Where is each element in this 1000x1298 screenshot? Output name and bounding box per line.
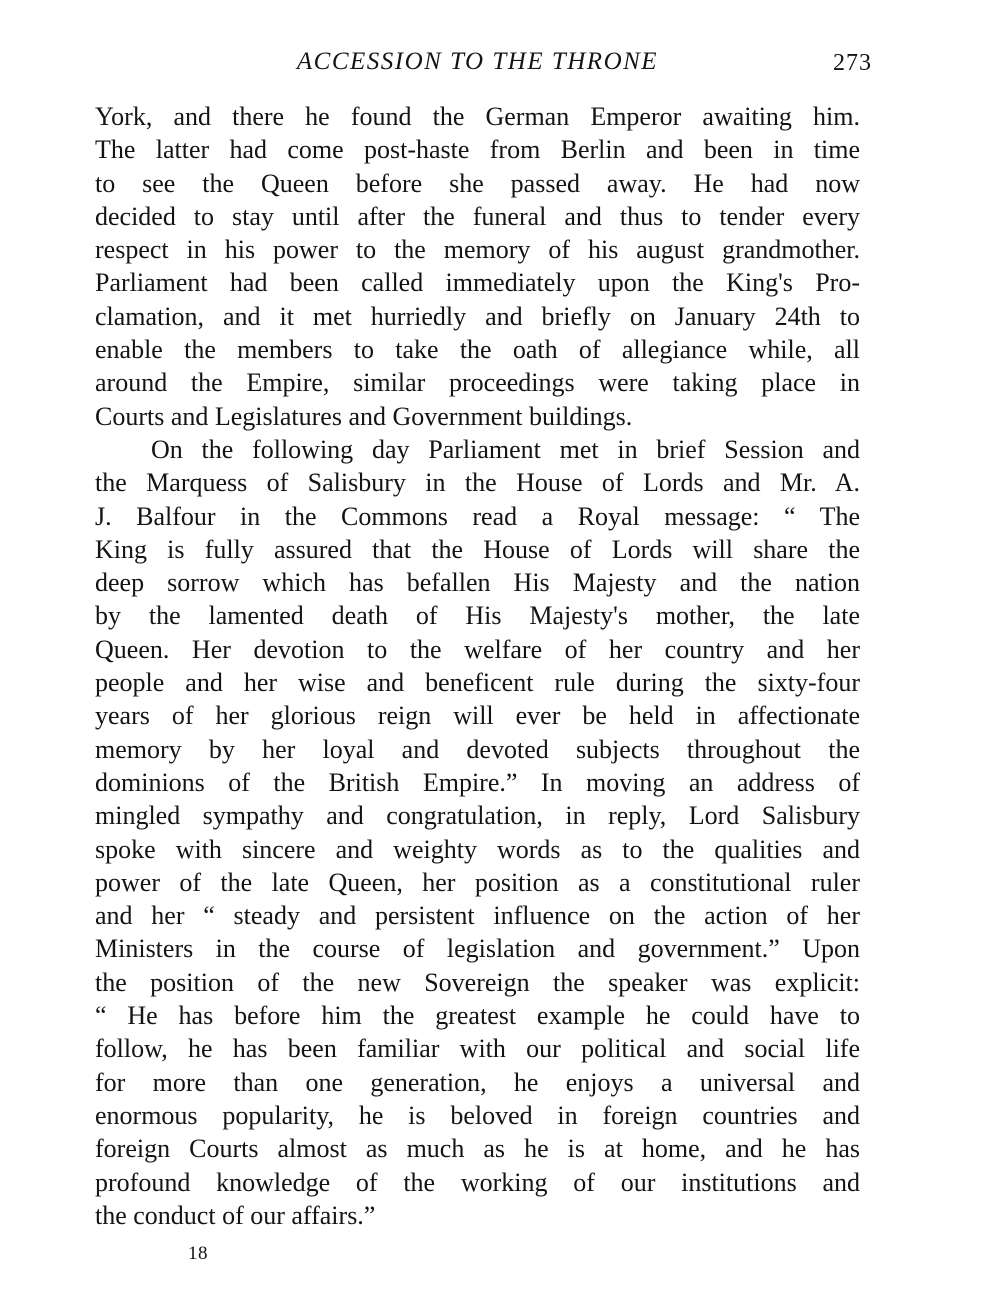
text-line: “ He has before him the greatest example he could have to — [95, 1001, 860, 1031]
text-line: the position of the new Sovereign the speaker was explicit: — [95, 967, 860, 997]
text-line: follow, he has been familiar with our political and social life — [95, 1034, 860, 1064]
paragraph-1 — [95, 100, 860, 433]
signature-mark: 18 — [188, 1243, 208, 1264]
text-line: York, and there he found the German Emperor awaiting him. — [95, 102, 860, 131]
text-line: years of her glorious reign will ever be held in affectionate — [95, 701, 860, 731]
text-line: On the following day Parliament met in brief Session and — [151, 434, 860, 464]
text-line: to see the Queen before she passed away. He had now — [95, 168, 860, 198]
text-line: spoke with sincere and weighty words as to the qualities and — [95, 834, 860, 864]
text-line: foreign Courts almost as much as he is at home, and he has — [95, 1134, 860, 1164]
text-line: The latter had come post-haste from Berlin and been in time — [95, 135, 860, 165]
text-line: decided to stay until after the funeral and thus to tender every — [95, 201, 860, 231]
text-line: Ministers in the course of legislation and government.” Upon — [95, 934, 860, 964]
page-number: 273 — [833, 50, 872, 76]
text-line: people and her wise and beneficent rule during the sixty-four — [95, 668, 860, 698]
text-line: enable the members to take the oath of allegiance while, all — [95, 335, 860, 365]
paragraph-2 — [95, 433, 860, 1232]
text-line: J. Balfour in the Commons read a Royal message: “ The — [95, 501, 860, 531]
text-line: the Marquess of Salisbury in the House of Lords and Mr. A. — [95, 468, 860, 498]
text-line: power of the late Queen, her position as a constitutional ruler — [95, 867, 860, 897]
text-line: profound knowledge of the working of our institutions and — [95, 1167, 860, 1197]
body-text — [95, 100, 860, 1232]
text-line: respect in his power to the memory of his august grandmother. — [95, 235, 860, 265]
text-line: mingled sympathy and congratulation, in reply, Lord Salisbury — [95, 801, 860, 831]
text-line: and her “ steady and persistent influence on the action of her — [95, 901, 860, 931]
running-head — [95, 48, 872, 82]
text-line: deep sorrow which has befallen His Majesty and the nation — [95, 568, 860, 598]
running-title: ACCESSION TO THE THRONE — [296, 48, 659, 75]
text-line: memory by her loyal and devoted subjects throughout the — [95, 734, 860, 764]
text-line: around the Empire, similar proceedings were taking place in — [95, 368, 860, 398]
text-line: dominions of the British Empire.” In moving an address of — [95, 767, 860, 797]
text-line: Parliament had been called immediately upon the King's Pro- — [95, 268, 860, 298]
text-line: Courts and Legislatures and Government buildings. — [95, 401, 633, 431]
text-line: the conduct of our affairs.” — [95, 1200, 376, 1230]
text-line: by the lamented death of His Majesty's mother, the late — [95, 601, 860, 631]
text-line: clamation, and it met hurriedly and briefly on January 24th to — [95, 301, 860, 331]
text-line: Queen. Her devotion to the welfare of her country and her — [95, 634, 860, 664]
text-line: enormous popularity, he is beloved in foreign countries and — [95, 1100, 860, 1130]
paragraphs — [95, 100, 860, 1232]
text-line: for more than one generation, he enjoys a universal and — [95, 1067, 860, 1097]
text-line: King is fully assured that the House of Lords will share the — [95, 534, 860, 564]
